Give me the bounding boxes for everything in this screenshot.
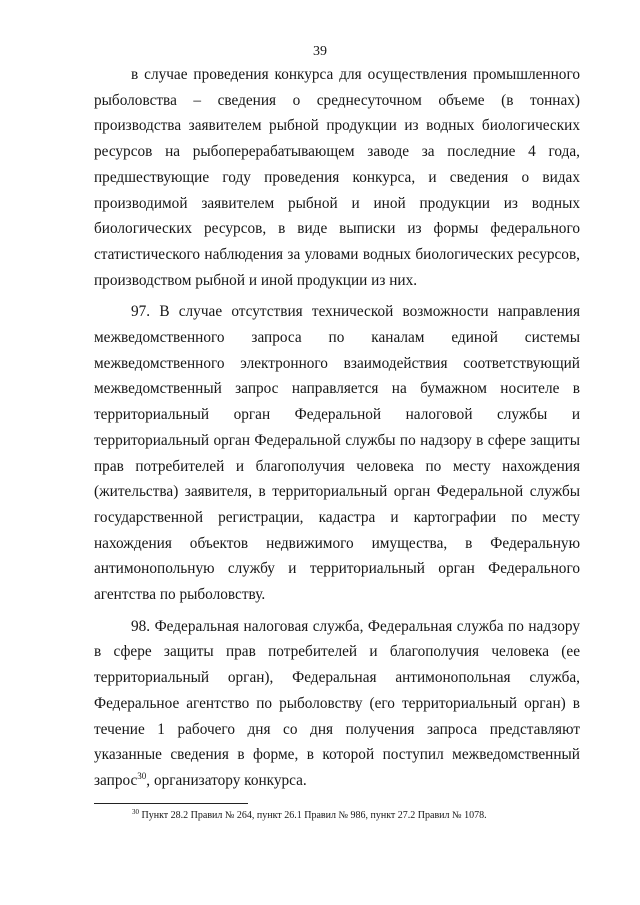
page-number: 39 [313, 44, 327, 59]
footnote [132, 809, 592, 823]
paragraph-98 [94, 614, 580, 794]
paragraph-98-tail: , организатору конкурса. [146, 771, 307, 789]
paragraph-97: 97. В случае отсутствия технической возможности направления межведомственного запроса по каналам единой системы межведомственного электронного взаимодействия соответствующий межведомственный запрос направляется на бумажном носителе в территориальный орган Федеральной налоговой службы и территориальный орган Федеральной службы по надзору в сфере защиты прав потребителей и благополучия человека по месту нахождения (жительства) заявителя, в территориальный орган Федеральной службы государственной регистрации, кадастра и картографии по месту нахождения объектов недвижимого имущества, в Федеральную антимонопольную службу и территориальный орган Федерального агентства по рыболовству. [94, 303, 580, 604]
paragraph-fishing-info: в случае проведения конкурса для осуществления промышленного рыболовства – сведения о среднесуточном объеме (в тоннах) производства заявителем рыбной продукции из водных биологических ресурсов на рыбоперерабатывающем заводе за последние 4 года, предшествующие году проведения конкурса, и сведения о видах производимой заявителем рыбной и иной продукции из водных биологических ресурсов, в виде выписки из формы федерального статистического наблюдения за уловами водных биологических ресурсов, производством рыбной и иной продукции из них. [94, 66, 580, 289]
footnote-marker: 30 [132, 808, 139, 816]
footnote-reference: 30 [137, 770, 147, 781]
footnote-text: Пункт 28.2 Правил № 264, пункт 26.1 Правил № 986, пункт 27.2 Правил № 1078. [139, 810, 487, 821]
paragraph-98-text: 98. Федеральная налоговая служба, Федеральная служба по надзору в сфере защиты прав потребителей и благополучия человека (ее территориальный орган), Федеральная антимонопольная служба, Федеральное агентство по рыболовству (его территориальный орган) в течение 1 рабочего дня со дня получения запроса представляют указанные сведения в форме, в которой поступил межведомственный запрос [94, 617, 580, 789]
footnote-divider [94, 803, 248, 804]
body-text [94, 62, 580, 800]
